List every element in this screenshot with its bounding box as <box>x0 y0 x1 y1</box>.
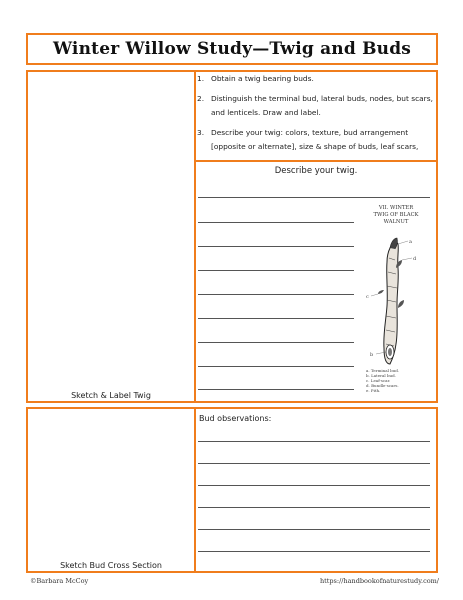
figure-label-a: a <box>409 239 412 245</box>
figure-label-d: d <box>413 256 417 262</box>
bud-section <box>26 407 438 573</box>
walnut-twig-illustration <box>360 228 432 368</box>
describe-twig-label: Describe your twig. <box>274 166 358 176</box>
bud-observations-label: Bud observations: <box>199 414 272 423</box>
writing-line[interactable] <box>198 270 354 271</box>
figure-caption: VII. WINTER TWIG OF BLACK WALNUT <box>373 205 419 225</box>
writing-line[interactable] <box>198 389 354 390</box>
sketch-bud-label: Sketch Bud Cross Section <box>60 561 162 570</box>
section-divider <box>194 407 196 573</box>
instruction-item: 2. Distinguish the terminal bud, lateral buds, nodes, but scars, and lenticels. Draw and label. <box>197 94 433 117</box>
writing-line[interactable] <box>198 342 354 343</box>
figure-label-c: c <box>366 294 369 300</box>
sketch-twig-label: Sketch & Label Twig <box>71 391 151 400</box>
instruction-item: 3. Describe your twig: colors, texture, bud arrangement [opposite or alternate], size & shape of buds, leaf scars, <box>197 128 419 151</box>
writing-line[interactable] <box>198 222 354 223</box>
instruction-item: 1. Obtain a twig bearing buds. <box>197 74 314 83</box>
writing-line[interactable] <box>198 507 430 508</box>
writing-line[interactable] <box>198 441 430 442</box>
page-title: Winter Willow Study—Twig and Buds <box>52 39 412 59</box>
writing-line[interactable] <box>198 485 430 486</box>
title-box <box>26 33 438 65</box>
section-divider <box>194 160 438 162</box>
writing-line[interactable] <box>198 197 430 198</box>
website-url[interactable]: https://handbookofnaturestudy.com/ <box>319 577 439 585</box>
figure-legend: a. Terminal bud. b. Lateral bud. c. Leaf-scar. d. Bundle-scars. e. Pith. <box>366 368 400 393</box>
writing-line[interactable] <box>198 529 430 530</box>
writing-line[interactable] <box>198 294 354 295</box>
section-divider <box>194 70 196 403</box>
writing-line[interactable] <box>198 551 430 552</box>
writing-line[interactable] <box>198 246 354 247</box>
writing-line[interactable] <box>198 366 354 367</box>
writing-line[interactable] <box>198 318 354 319</box>
copyright-credit: ©Barbara McCoy <box>30 577 89 585</box>
instructions <box>197 72 433 160</box>
figure-label-b: b <box>370 352 374 358</box>
writing-line[interactable] <box>198 463 430 464</box>
